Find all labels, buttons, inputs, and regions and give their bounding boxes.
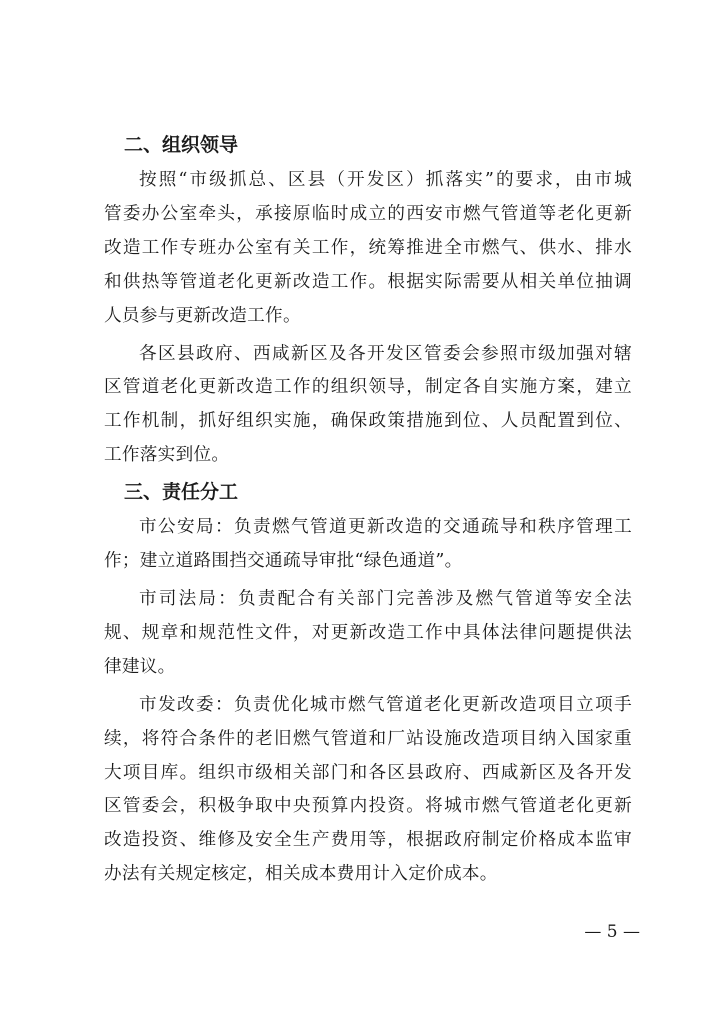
text-line: 各区县政府、西咸新区及各开发区管委会参照市级加强对辖 — [139, 343, 632, 364]
text-line: 管委办公室牵头，承接原临时成立的西安市燃气管道等老化更新 — [104, 203, 632, 224]
paragraph-development-reform — [104, 689, 632, 892]
text-line: 大项目库。组织市级相关部门和各区县政府、西咸新区及各开发 — [104, 762, 632, 783]
paragraph-organization-1 — [104, 164, 632, 334]
text-line: 和供热等管道老化更新改造工作。根据实际需要从相关单位抽调 — [104, 271, 632, 292]
paragraph-justice — [104, 583, 632, 685]
text-line: 工作落实到位。 — [104, 445, 230, 466]
text-line: 规、规章和规范性文件，对更新改造工作中具体法律问题提供法 — [104, 622, 632, 643]
text-line: 区管委会，积极争取中央预算内投资。将城市燃气管道老化更新 — [104, 796, 632, 817]
text-line: 人员参与更新改造工作。 — [104, 305, 301, 326]
section-heading-organization: 二、组织领导 — [124, 134, 239, 156]
paragraph-organization-2 — [104, 338, 632, 474]
text-line: 市公安局：负责燃气管道更新改造的交通疏导和秩序管理工 — [139, 517, 632, 538]
paragraph-public-security — [104, 511, 632, 579]
text-line: 作；建立道路围挡交通疏导审批“绿色通道”。 — [104, 551, 463, 572]
text-line: 办法有关规定核定，相关成本费用计入定价成本。 — [104, 864, 498, 885]
document-body — [104, 130, 632, 892]
text-line: 律建议。 — [104, 656, 176, 677]
text-line: 区管道老化更新改造工作的组织领导，制定各自实施方案，建立 — [104, 377, 632, 398]
page-number: — 5 — — [584, 922, 640, 942]
text-line: 工作机制，抓好组织实施，确保政策措施到位、人员配置到位、 — [104, 411, 632, 432]
text-line: 市司法局：负责配合有关部门完善涉及燃气管道等安全法 — [139, 588, 632, 609]
text-line: 改造投资、维修及安全生产费用等，根据政府制定价格成本监审 — [104, 830, 632, 851]
text-line: 按照“市级抓总、区县（开发区）抓落实”的要求，由市城 — [139, 170, 632, 190]
text-line: 改造工作专班办公室有关工作，统筹推进全市燃气、供水、排水 — [104, 237, 632, 258]
section-heading-responsibilities: 三、责任分工 — [124, 481, 239, 504]
text-line: 续，将符合条件的老旧燃气管道和厂站设施改造项目纳入国家重 — [104, 728, 632, 749]
text-line: 市发改委：负责优化城市燃气管道老化更新改造项目立项手 — [139, 694, 632, 715]
